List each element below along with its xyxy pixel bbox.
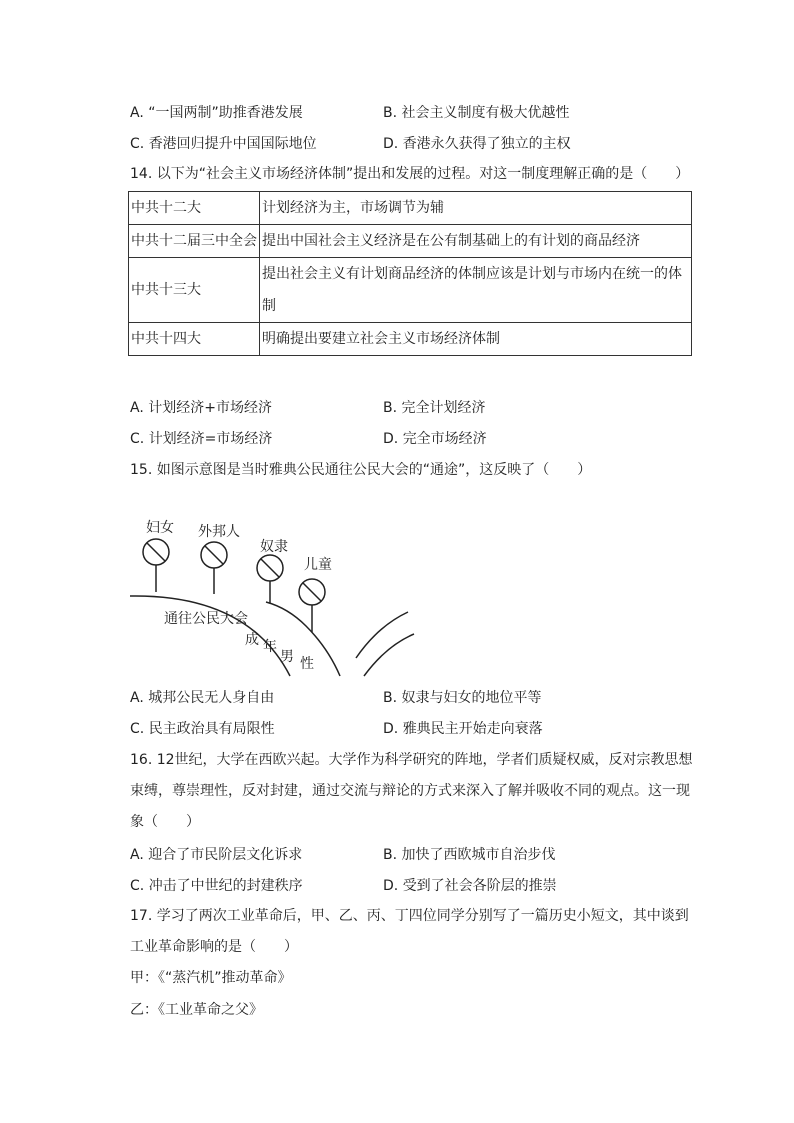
q15-stem: 15. 如图示意图是当时雅典公民通往公民大会的“通途”，这反映了（ ） xyxy=(130,462,592,478)
q13-option-c[interactable]: C. 香港回归提升中国国际地位 xyxy=(130,136,317,152)
q13-option-d[interactable]: D. 香港永久获得了独立的主权 xyxy=(383,136,571,152)
q15-option-b[interactable]: B. 奴隶与妇女的地位平等 xyxy=(383,690,542,706)
sign-label: 儿童 xyxy=(304,557,332,573)
road-curve-inner xyxy=(130,596,290,676)
q16-option-a[interactable]: A. 迎合了市民阶层文化诉求 xyxy=(130,847,303,863)
q13-option-a[interactable]: A. “一国两制”助推香港发展 xyxy=(130,105,303,121)
sign-label: 外邦人 xyxy=(198,524,240,540)
q17-item: 乙：《工业革命之父》 xyxy=(130,1002,263,1018)
table-cell-content: 提出社会主义有计划商品经济的体制应该是计划与市场内在统一的体制 xyxy=(260,258,692,323)
q17-item: 甲：《“蒸汽机”推动革命》 xyxy=(130,970,292,986)
q16-stem-line: 16. 12世纪，大学在西欧兴起。大学作为科学研究的阵地，学者们质疑权威，反对宗教思想 xyxy=(130,752,693,768)
q14-option-a[interactable]: A. 计划经济+市场经济 xyxy=(130,400,272,416)
q15-diagram xyxy=(128,508,418,680)
q14-table xyxy=(128,191,692,356)
road-curve-outer-top xyxy=(356,612,408,658)
path-char: 年 xyxy=(263,639,277,655)
q14-stem: 14. 以下为“社会主义市场经济体制”提出和发展的过程。对这一制度理解正确的是（ ） xyxy=(130,166,690,182)
table-cell-meeting: 中共十三大 xyxy=(129,258,260,323)
table-row xyxy=(129,192,692,225)
sign-label: 妇女 xyxy=(146,520,174,536)
q16-option-b[interactable]: B. 加快了西欧城市自治步伐 xyxy=(383,847,556,863)
path-char: 男 xyxy=(280,649,294,665)
road-curve-outer-bottom xyxy=(364,634,414,676)
table-cell-meeting: 中共十四大 xyxy=(129,323,260,356)
path-char: 成 xyxy=(245,632,259,648)
table-cell-meeting: 中共十二届三中全会 xyxy=(129,225,260,258)
q15-option-c[interactable]: C. 民主政治具有局限性 xyxy=(130,721,275,737)
road-label: 通往公民大会 xyxy=(164,611,248,627)
table-row xyxy=(129,258,692,323)
q15-option-d[interactable]: D. 雅典民主开始走向衰落 xyxy=(383,721,543,737)
path-char: 性 xyxy=(300,656,314,672)
table-cell-content: 计划经济为主，市场调节为辅 xyxy=(260,192,692,225)
q13-option-b[interactable]: B. 社会主义制度有极大优越性 xyxy=(383,105,570,121)
table-cell-meeting: 中共十二大 xyxy=(129,192,260,225)
q17-stem-line: 17. 学习了两次工业革命后，甲、乙、丙、丁四位同学分别写了一篇历史小短文，其中谈到 xyxy=(130,908,689,924)
q16-stem-line: 束缚，尊崇理性，反对封建，通过交流与辩论的方式来深入了解并吸收不同的观点。这一现 xyxy=(130,783,690,799)
q17-stem-line: 工业革命影响的是（ ） xyxy=(130,939,298,955)
q16-option-d[interactable]: D. 受到了社会各阶层的推崇 xyxy=(383,878,557,894)
q14-option-b[interactable]: B. 完全计划经济 xyxy=(383,400,486,416)
q15-option-a[interactable]: A. 城邦公民无人身自由 xyxy=(130,690,275,706)
table-row xyxy=(129,323,692,356)
table-row xyxy=(129,225,692,258)
q14-option-d[interactable]: D. 完全市场经济 xyxy=(383,431,487,447)
sign-label: 奴隶 xyxy=(260,539,288,555)
q14-option-c[interactable]: C. 计划经济=市场经济 xyxy=(130,431,273,447)
q16-stem-line: 象（ ） xyxy=(130,814,200,830)
table-cell-content: 明确提出要建立社会主义市场经济体制 xyxy=(260,323,692,356)
q16-option-c[interactable]: C. 冲击了中世纪的封建秩序 xyxy=(130,878,303,894)
table-cell-content: 提出中国社会主义经济是在公有制基础上的有计划的商品经济 xyxy=(260,225,692,258)
